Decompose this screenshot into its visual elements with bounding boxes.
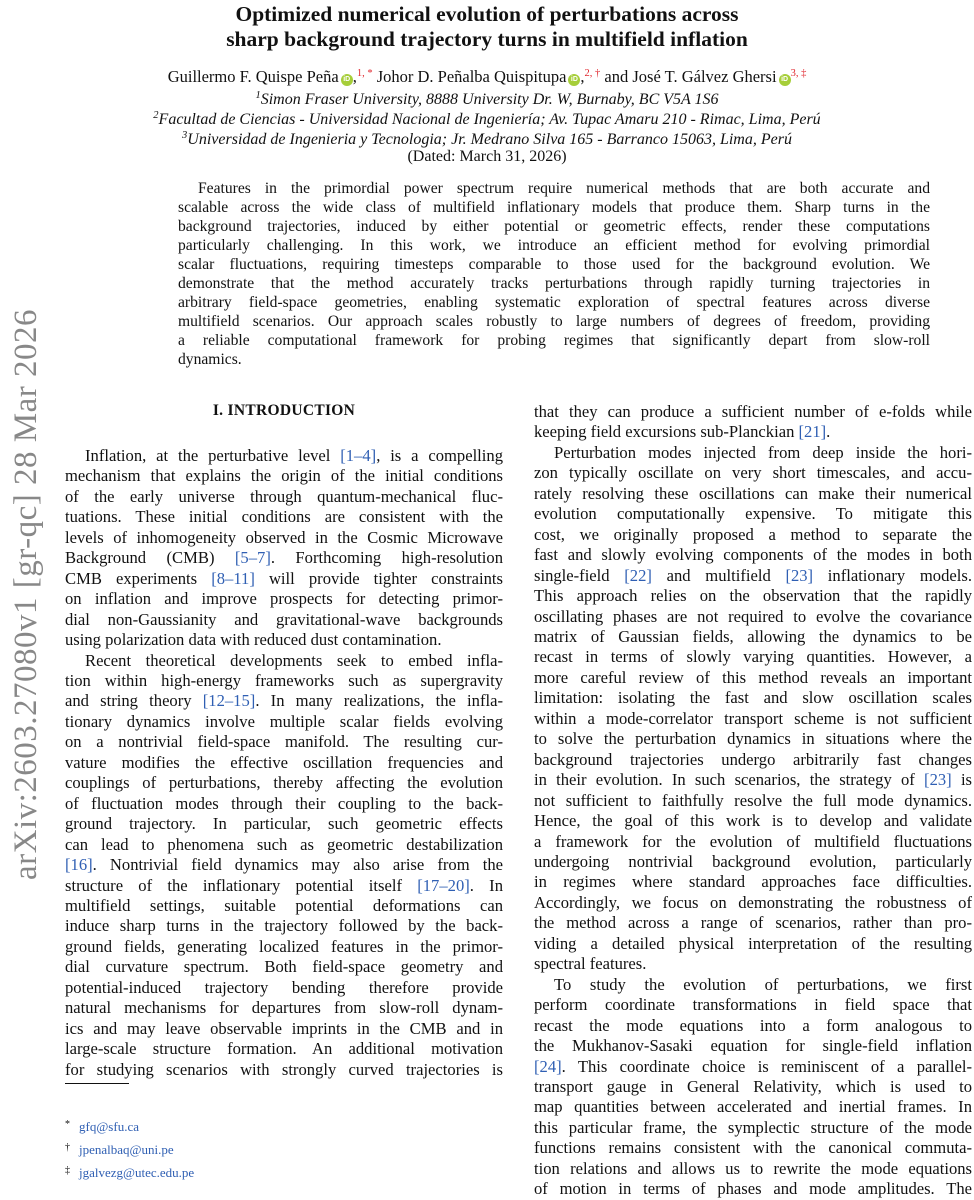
- author-name: Johor D. Peñalba Quispitupa: [376, 67, 567, 86]
- arxiv-identifier-stamp: arXiv:2603.27080v1 [gr-qc] 28 Mar 2026: [8, 309, 44, 880]
- text-line: map quantities between accelerated and inertial frames. In: [534, 1097, 972, 1117]
- author-affiliation-mark[interactable]: 3, ‡: [790, 68, 807, 79]
- text-line: Background (CMB) [5–7]. Forthcoming high-resolution: [65, 548, 503, 568]
- text-line: oscillating phases are not required to evolve the covariance: [534, 606, 972, 626]
- text-line: background trajectories, induced by either potential or geometric effects, render these computations: [178, 218, 930, 235]
- affiliation-text: Simon Fraser University, 8888 University Dr. W, Burnaby, BC V5A 1S6: [260, 91, 719, 108]
- text-line: using polarization data with reduced dust contamination.: [65, 630, 442, 650]
- text-line: of the early universe through quantum-mechanical fluc-: [65, 486, 503, 506]
- text-line: viding a detailed physical interpretation of the resulting: [534, 933, 972, 953]
- affiliation-text: Facultad de Ciencias - Universidad Nacional de Ingeniería; Av. Tupac Amaru 210 - Rimac, Lima, Perú: [158, 111, 821, 128]
- affiliation-number: 2: [153, 110, 159, 121]
- text-line: [24]. This coordinate choice is reminiscent of a parallel-: [534, 1056, 972, 1076]
- text-line: perform coordinate transformations in field space that: [534, 995, 972, 1015]
- text-line: a reliable computational framework for probing regimes that significantly depart from slow-roll: [178, 332, 930, 349]
- citation-link[interactable]: [22]: [624, 565, 652, 585]
- text-line: particularly challenging. In this work, we introduce an efficient method for evolving primordial: [178, 237, 930, 254]
- text-line: tuations. These initial conditions are consistent with the: [65, 507, 503, 527]
- text-line: on a nontrivial field-space manifold. The resulting cur-: [65, 732, 503, 752]
- text-line: can lead to phenomena such as geometric destabilization: [65, 834, 503, 854]
- text-line: of fluctuation modes through their coupling to the back-: [65, 793, 503, 813]
- text-line: spectral features.: [534, 954, 647, 974]
- email-link[interactable]: jgalvezg@utec.edu.pe: [79, 1165, 195, 1180]
- text-line: couplings of perturbations, thereby affecting the evolution: [65, 773, 503, 793]
- text-line: levels of inhomogeneity observed in the Cosmic Microwave: [65, 527, 503, 547]
- abstract: [178, 179, 930, 369]
- footnote: [65, 1137, 194, 1160]
- text-line: mechanism that explains the origin of the initial conditions: [65, 466, 503, 486]
- text-line: to solve the perturbation dynamics in situations where the: [534, 729, 972, 749]
- text-line: Features in the primordial power spectrum require numerical methods that are both accurate and: [198, 180, 930, 197]
- citation-link[interactable]: [23]: [924, 770, 952, 790]
- date-line: (Dated: March 31, 2026): [407, 148, 567, 165]
- paragraph: [534, 443, 972, 975]
- text-line: potential-induced trajectory bending therefore provide: [65, 977, 503, 997]
- paragraph: [534, 975, 972, 1200]
- text-line: ground fields, generating localized features in the primor-: [65, 936, 503, 956]
- text-line: recast in terms of slowly varying quantities. However, a: [534, 647, 972, 667]
- footnote-mark: ‡: [65, 1165, 70, 1176]
- text-line: multifield scenarios. Our approach scales robustly to large numbers of degrees of freedom, providing: [178, 313, 930, 330]
- author-connector: and: [604, 67, 629, 86]
- text-line: fast and slowly evolving components of the modes in both: [534, 545, 972, 565]
- affiliation-text: Universidad de Ingenieria y Tecnologia; Jr. Medrano Silva 165 - Barranco 15063, Lima, Perú: [187, 131, 792, 148]
- text-line: Inflation, at the perturbative level [1–4], is a compelling: [85, 446, 503, 465]
- affiliation: [0, 110, 974, 130]
- text-line: keeping field excursions sub-Planckian [21].: [534, 422, 831, 442]
- text-line: tionary dynamics involve multiple scalar fields evolving: [65, 711, 503, 731]
- text-line: ground trajectory. In particular, such geometric effects: [65, 814, 503, 834]
- text-line: induce sharp turns in the trajectory followed by the back-: [65, 916, 503, 936]
- text-line: Perturbation modes injected from deep inside the hori-: [554, 442, 972, 462]
- footnote: [65, 1160, 194, 1183]
- text-line: multifield settings, suitable potential deformations can: [65, 895, 503, 915]
- text-line: functions remains consistent with the canonical commuta-: [534, 1138, 972, 1158]
- text-line: zon typically oscillate on very short timescales, and accu-: [534, 463, 972, 483]
- text-line: undergoing nontrivial background evolution, particularly: [534, 851, 972, 871]
- right-column-body: [534, 402, 972, 1200]
- citation-link[interactable]: [1–4]: [340, 446, 377, 465]
- text-line: that they can produce a sufficient number of e-folds while: [534, 402, 972, 421]
- text-line: transport gauge in General Relativity, which is used to: [534, 1076, 972, 1096]
- text-line: this particular frame, the symplectic structure of the mode: [534, 1117, 972, 1137]
- author-name: Guillermo F. Quispe Peña: [167, 67, 339, 86]
- title-line: Optimized numerical evolution of perturbations across: [235, 2, 739, 26]
- text-line: recast the mode equations into a form analogous to: [534, 1015, 972, 1035]
- text-line: natural mechanisms for departures from slow-roll dynam-: [65, 998, 503, 1018]
- text-line: demonstrate that the method accurately tracks perturbations through rapidly turning trajectories in: [178, 275, 930, 292]
- text-line: dynamics.: [178, 351, 242, 368]
- text-line: within a mode-correlator transport scheme is not sufficient: [534, 708, 972, 728]
- paragraph: [534, 402, 972, 443]
- text-line: evolution computationally expensive. To mitigate this: [534, 504, 972, 524]
- text-line: arbitrary field-space geometries, enabling systematic exploration of spectral features across diverse: [178, 294, 930, 311]
- text-line: Accordingly, we focus on demonstrating the robustness of: [534, 892, 972, 912]
- orcid-icon[interactable]: iD: [341, 74, 353, 86]
- text-line: structure of the inflationary potential itself [17–20]. In: [65, 875, 503, 895]
- affiliation-number: 3: [182, 130, 188, 141]
- text-line: [16]. Nontrivial field dynamics may also arise from the: [65, 855, 503, 875]
- text-line: Hence, the goal of this work is to develop and validate: [534, 811, 972, 831]
- orcid-icon[interactable]: iD: [779, 74, 791, 86]
- author-affiliation-mark[interactable]: 1, *: [356, 68, 373, 79]
- text-line: dial curvature spectrum. Both field-space geometry and: [65, 957, 503, 977]
- author-name: José T. Gálvez Ghersi: [632, 67, 777, 86]
- text-line: tion relations and allows us to rewrite the mode equations: [534, 1158, 972, 1178]
- text-line: tion within high-energy frameworks such as supergravity: [65, 670, 503, 690]
- text-line: single-field [22] and multifield [23] inflationary models.: [534, 565, 972, 585]
- text-line: This approach relies on the observation that the rapidly: [534, 586, 972, 606]
- paragraph: [65, 651, 503, 1081]
- text-line: in their evolution. In such scenarios, the strategy of [23] is: [534, 770, 973, 790]
- text-line: the Mukhanov-Sasaki equation for single-field inflation: [534, 1036, 972, 1056]
- citation-link[interactable]: [21]: [798, 422, 827, 442]
- text-line: the method across a range of scenarios, rather than pro-: [534, 913, 972, 933]
- author-list: Guillermo F. Quispe Peña iD ,$^{1, *}$ Johor D. Peñalba Quispitupa iD ,$^{2, \dagger}$ and José T. Gálvez Ghersi $iD^{3, \ddagger}$: [167, 67, 807, 86]
- author-affiliation-mark[interactable]: 2, †: [584, 68, 601, 79]
- text-line: background trajectories undergo arbitrarily fast changes: [534, 749, 972, 769]
- affiliation-number: 1: [255, 90, 261, 101]
- text-line: a framework for the evolution of multifield fluctuations: [534, 831, 972, 851]
- affiliation: [0, 130, 974, 150]
- left-column-body: [65, 446, 503, 1080]
- text-line: matrix of Gaussian fields, allowing the dynamics to be: [534, 626, 972, 646]
- text-line: in regimes where standard approaches face difficulties.: [534, 872, 972, 892]
- citation-link[interactable]: [8–11]: [211, 568, 255, 588]
- text-line: scalar fluctuations, requiring timesteps comparable to those used for the background evolution. We: [178, 256, 930, 273]
- text-line: large-scale structure formation. An additional motivation: [65, 1039, 503, 1059]
- text-line: cost, we originally proposed a method to separate the: [534, 524, 972, 544]
- text-line: more careful review of this method reveals an important: [534, 667, 972, 687]
- affiliation: [0, 90, 974, 110]
- citation-link[interactable]: [23]: [785, 565, 814, 585]
- text-line: on inflation and improve prospects for detecting primor-: [65, 589, 503, 609]
- citation-link[interactable]: [12–15]: [202, 691, 256, 711]
- citation-link[interactable]: [17–20]: [417, 875, 470, 895]
- citation-link[interactable]: [5–7]: [234, 548, 271, 568]
- email-link[interactable]: jpenalbaq@uni.pe: [79, 1142, 174, 1157]
- text-line: ics and may leave observable imprints in the CMB and in: [65, 1018, 503, 1038]
- text-line: of motion in terms of phases and mode amplitudes. The: [534, 1179, 972, 1199]
- text-line: To study the evolution of perturbations, we first: [554, 974, 972, 994]
- text-line: Recent theoretical developments seek to embed infla-: [85, 650, 503, 670]
- footnote-mark: *: [65, 1119, 70, 1130]
- citation-link[interactable]: [16]: [65, 855, 93, 875]
- text-line: scalable across the wide class of multifield inflationary models that produce them. Sharp turns in the: [178, 199, 930, 216]
- text-line: not sufficient to faithfully resolve the full mode dynamics.: [534, 790, 972, 810]
- footnote: [65, 1114, 194, 1137]
- citation-link[interactable]: [24]: [534, 1056, 562, 1076]
- orcid-icon[interactable]: iD: [568, 74, 580, 86]
- text-line: and string theory [12–15]. In many realizations, the infla-: [65, 691, 503, 711]
- text-line: vature modifies the effective oscillation frequencies and: [65, 752, 503, 772]
- text-line: dial non-Gaussianity and gravitational-wave backgrounds: [65, 609, 503, 629]
- section-heading: I. INTRODUCTION: [212, 402, 356, 419]
- text-line: limitation: isolating the fast and slow oscillation scales: [534, 688, 972, 708]
- paper-title: [0, 2, 974, 52]
- text-line: rately resolving these oscillations can make their numerical: [534, 483, 972, 503]
- text-line: for studying scenarios with strongly curved trajectories is: [65, 1059, 503, 1079]
- footnote-divider: [65, 1083, 129, 1084]
- paragraph: [65, 446, 503, 651]
- text-line: CMB experiments [8–11] will provide tighter constraints: [65, 568, 503, 588]
- email-link[interactable]: gfq@sfu.ca: [79, 1119, 139, 1134]
- footnotes: [65, 1114, 194, 1183]
- footnote-mark: †: [65, 1142, 70, 1153]
- title-line: sharp background trajectory turns in multifield inflation: [226, 27, 748, 51]
